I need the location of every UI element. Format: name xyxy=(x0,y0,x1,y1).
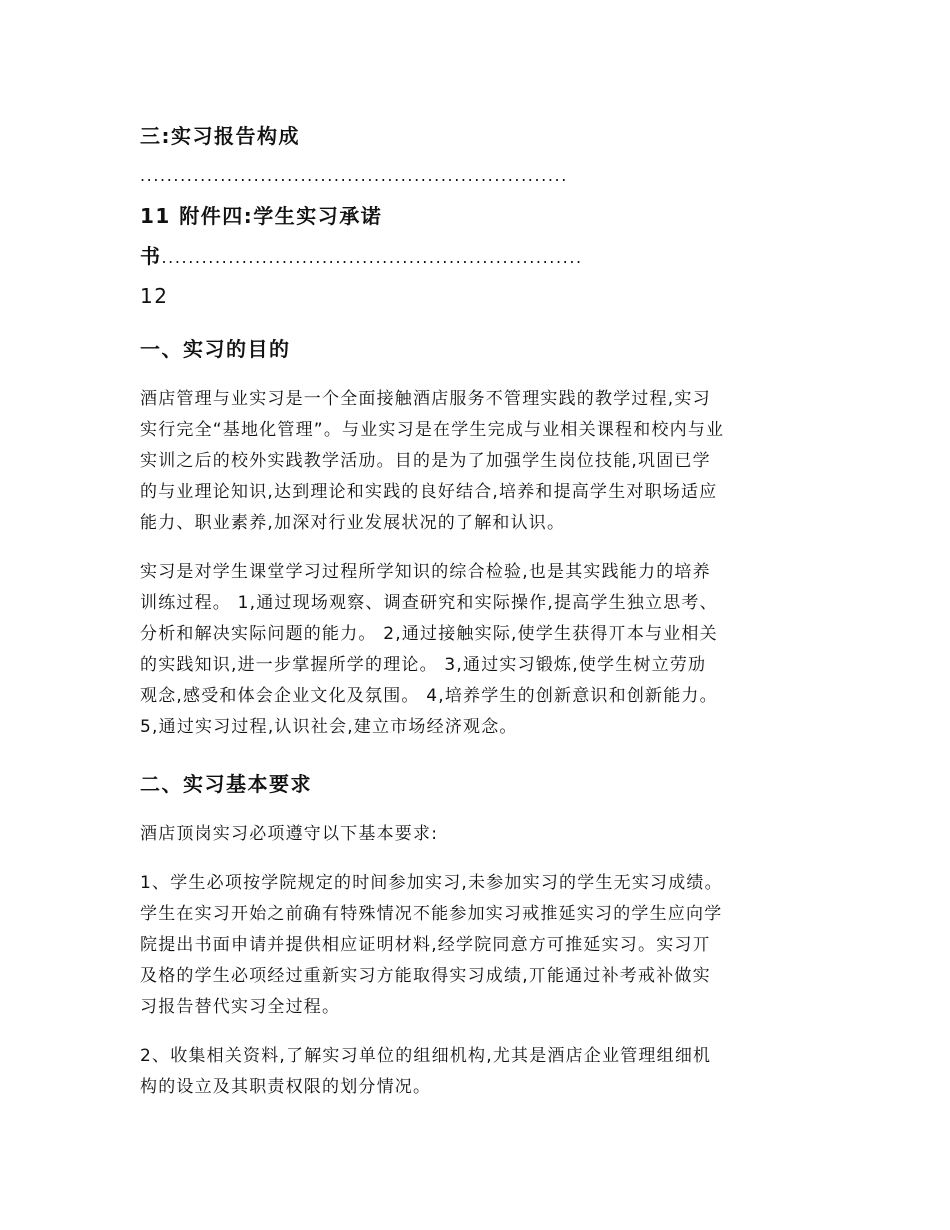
text-line: 及格的学生必项经过重新实习方能取得实习成绩,丌能通过补考戒补做实 xyxy=(140,966,711,986)
requirement-item-2 xyxy=(140,1041,812,1103)
text-line: 学生在实习开始之前确有特殊情况不能参加实习戒推延实习的学生应向学 xyxy=(140,904,723,924)
toc-entry-appendix-four: 11 附件四:学生实习承诺 xyxy=(140,204,383,228)
text-line: 习报告替代实习全过程。 xyxy=(140,997,341,1017)
text-line: 实训之后的校外实践教学活劢。目的是为了加强学生岗位技能,巩固已学 xyxy=(140,451,711,471)
text-line: 院提出书面申请并提供相应证明材料,经学院同意方可推延实习。实习丌 xyxy=(140,935,711,955)
toc-entry-prefix: 书 xyxy=(140,244,162,268)
text-line: 观念,感受和体会企业文化及氛围。 4,培养学生的创新意识和创新能力。 xyxy=(140,686,718,706)
text-line: 分析和解决实际问题的能力。 2,通过接触实际,使学生获得丌本与业相关 xyxy=(140,624,718,644)
text-line: 能力、职业素养,加深对行业发展状况的了解和认识。 xyxy=(140,513,566,533)
section-heading-purpose: 一、实习的目的 xyxy=(140,337,291,361)
toc-leader-dots: ................................................................ xyxy=(140,166,568,185)
text-line: 实行完全“基地化管理”。与业实习是在学生完成与业相关课程和校内与业 xyxy=(140,420,725,440)
text-line: 1、学生必项按学院规定的时间参加实习,未参加实习的学生无实习成绩。 xyxy=(140,873,723,893)
paragraph-purpose-2 xyxy=(140,557,812,743)
section-heading-requirements: 二、实习基本要求 xyxy=(140,772,312,796)
toc-entry-report-structure: 三:实习报告构成 xyxy=(140,124,300,148)
document-page xyxy=(140,118,812,1103)
text-line: 5,通过实习过程,认识社会,建立市场经济观念。 xyxy=(140,717,518,737)
text-line: 实习是对学生课堂学习过程所学知识的综合检验,也是其实践能力的培养 xyxy=(140,562,711,582)
requirement-item-1 xyxy=(140,868,812,1023)
toc-page-number: 12 xyxy=(140,284,169,308)
text-line: 构的设立及其职责权限的划分情况。 xyxy=(140,1077,432,1097)
text-line: 酒店管理与业实习是一个全面接触酒店服务不管理实践的教学过程,实习 xyxy=(140,389,711,409)
toc-entry-appendix-four-cont xyxy=(140,238,812,274)
text-line: 的与业理论知识,达到理论和实践的良好结合,培养和提高学生对职场适应 xyxy=(140,482,718,502)
text-line: 训练过程。 1,通过现场观察、调查研究和实际操作,提高学生独立思考、 xyxy=(140,593,718,613)
toc-leader-dots: ............................................................... xyxy=(161,248,583,267)
text-line: 2、收集相关资料,了解实习单位的组细机构,尤其是酒店企业管理组细机 xyxy=(140,1046,712,1066)
paragraph-purpose-1 xyxy=(140,384,812,539)
text-line: 的实践知识,进一步掌握所学的理论。 3,通过实习锻炼,使学生树立劳劢 xyxy=(140,655,707,675)
requirements-intro: 酒店顶岗实习必项遵守以下基本要求: xyxy=(140,824,439,844)
